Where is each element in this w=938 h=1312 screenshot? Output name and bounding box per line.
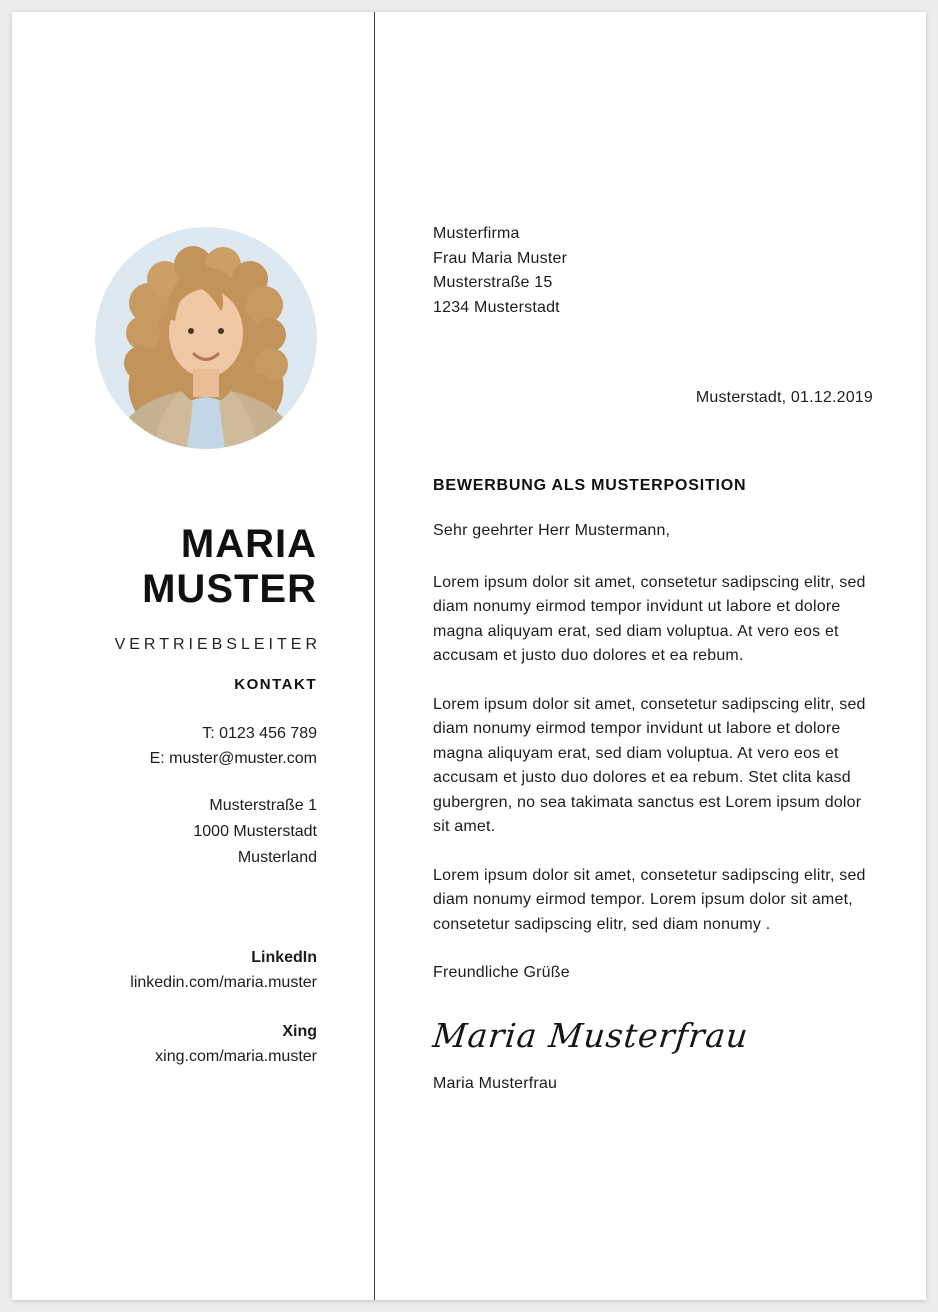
linkedin-block	[130, 945, 317, 995]
date-line: Musterstadt, 01.12.2019	[695, 389, 873, 406]
email-line: E: muster@muster.com	[149, 750, 317, 767]
job-title: VERTRIEBSLEITER	[114, 636, 321, 653]
typed-signature-name: Maria Musterfrau	[433, 1074, 558, 1092]
applicant-name	[142, 522, 317, 612]
body-paragraph: Lorem ipsum dolor sit amet, consetetur sadipscing elitr, sed diam nonumy eirmod tempor invidunt ut labore et dolore magna aliquyam erat, sed diam voluptua. At vero eos et accusam et justo duo dolores et ea rebum.	[433, 573, 866, 664]
xing-label: Xing	[282, 1023, 317, 1040]
profile-photo	[95, 227, 317, 449]
handwritten-signature: Maria Musterfrau	[431, 1015, 751, 1055]
salutation: Sehr geehrter Herr Mustermann,	[433, 522, 671, 539]
recipient-line: Musterstraße 15	[433, 274, 553, 291]
applicant-name-line2: MUSTER	[142, 567, 317, 611]
xing-url: xing.com/maria.muster	[155, 1048, 317, 1065]
body-paragraph: Lorem ipsum dolor sit amet, consetetur sadipscing elitr, sed diam nonumy eirmod tempor invidunt ut labore et dolore magna aliquyam erat, sed diam voluptua. At vero eos et accusam et justo duo dolores et ea rebum. Stet clita kasd gubergren, no sea takimata sanctus est Lorem ipsum dolor sit amet.	[433, 695, 866, 835]
address-line: Musterland	[237, 849, 317, 866]
letter-page	[12, 12, 926, 1300]
closing-line: Freundliche Grüße	[433, 964, 570, 981]
applicant-name-line1: MARIA	[180, 522, 317, 566]
subject-line: BEWERBUNG ALS MUSTERPOSITION	[433, 476, 747, 494]
linkedin-label: LinkedIn	[251, 949, 317, 966]
linkedin-url: linkedin.com/maria.muster	[130, 974, 317, 991]
letter-body	[375, 12, 926, 1300]
phone-line: T: 0123 456 789	[202, 725, 317, 742]
sidebar	[12, 12, 375, 1300]
recipient-line: Musterfirma	[433, 225, 520, 242]
recipient-address	[433, 222, 873, 320]
xing-block	[155, 1019, 317, 1069]
portrait-illustration	[95, 227, 317, 449]
recipient-line: Frau Maria Muster	[433, 249, 568, 267]
contact-block	[150, 721, 317, 771]
body-paragraph: Lorem ipsum dolor sit amet, consetetur sadipscing elitr, sed diam nonumy eirmod tempor. Lorem ipsum dolor sit amet, consetetur sadipscing elitr, sed diam nonumy .	[433, 866, 866, 933]
address-line: 1000 Musterstadt	[193, 823, 317, 840]
address-line: Musterstraße 1	[209, 797, 317, 814]
recipient-line: 1234 Musterstadt	[433, 298, 560, 316]
address-block	[193, 793, 317, 871]
contact-heading: KONTAKT	[234, 676, 317, 693]
